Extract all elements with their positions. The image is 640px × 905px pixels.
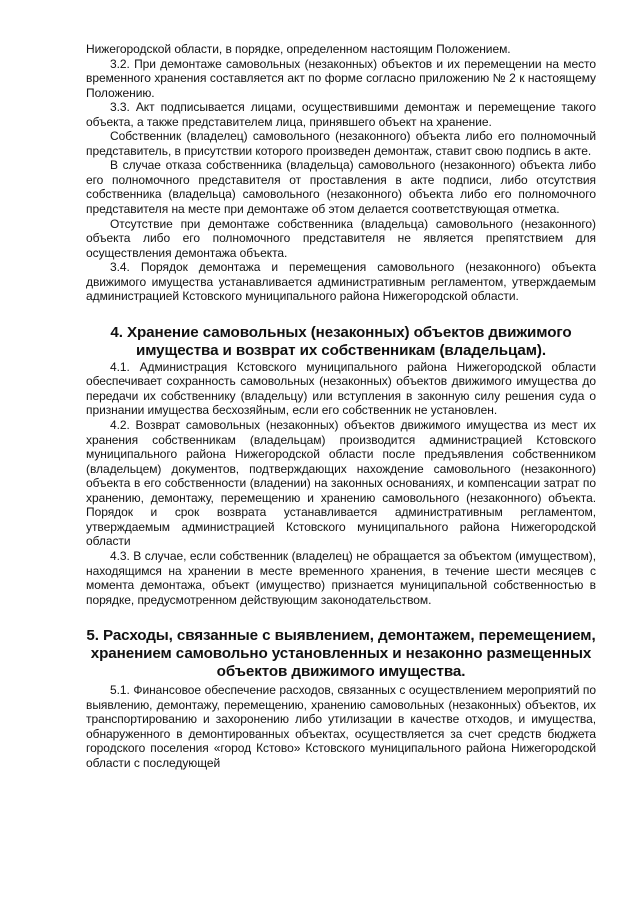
paragraph-4-2: 4.2. Возврат самовольных (незаконных) объектов движимого имущества из мест их хранения собственникам (владельцам) производится администрацией Кстовского муниципального района Нижегородской области после предъявления собственником (владельцем) документов, подтверждающих нахождение самовольного (незаконного) объекта в его собственности (владении) на законных основаниях, и компенсации затрат по хранению, демонтажу, перемещению и хранению самовольного (незаконного) объекта. Порядок и срок возврата устанавливается административным регламентом, утверждаемым администрацией Кстовского муниципального района Нижегородской области xyxy=(86,418,596,549)
paragraph-continuation: Нижегородской области, в порядке, определенном настоящим Положением. xyxy=(86,42,511,56)
paragraph-4-3: 4.3. В случае, если собственник (владелец) не обращается за объектом (имуществом), находящимся на хранении в месте временного хранения, в течение шести месяцев с момента демонтажа, объект (имущество) признается муниципальной собственностью в порядке, предусмотренном действующим законодательством. xyxy=(86,548,596,607)
paragraph-5-1: 5.1. Финансовое обеспечение расходов, связанных с осуществлением мероприятий по выявлению, демонтажу, перемещению, хранению самовольных (незаконных) объектов, их транспортированию и захоронению либо утилизации в качестве отходов, и имущества, обнаруженного в демонтированных объектах, осуществляется за счет средств бюджета городского поселения «город Кстово» Кстовского муниципального района Нижегородской области с последующей xyxy=(86,683,596,770)
paragraph-refusal: В случае отказа собственника (владельца) самовольного (незаконного) объекта либо его полномочного представителя от проставления в акте подписи, либо отсутствия собственника (владельца) самовольного (незаконного) объекта либо его полномочного представителя на месте при демонтаже об этом делается соответствующая отметка. xyxy=(86,158,596,217)
document-page xyxy=(86,42,596,770)
paragraph-3-4: 3.4. Порядок демонтажа и перемещения самовольного (незаконного) объекта движимого имущества устанавливается административным регламентом, утверждаемым администрацией Кстовского муниципального района Нижегородской области. xyxy=(86,260,596,304)
paragraph-3-2: 3.2. При демонтаже самовольных (незаконных) объектов и их перемещении на место временного хранения составляется акт по форме согласно приложению № 2 к настоящему Положению. xyxy=(86,56,596,100)
section-4-heading: 4. Хранение самовольных (незаконных) объектов движимого имущества и возврат их собственникам (владельцам). xyxy=(110,323,572,359)
paragraph-absence: Отсутствие при демонтаже собственника (владельца) самовольного (незаконного) объекта либо его полномочного представителя не является препятствием для осуществления демонтажа объекта. xyxy=(86,216,596,260)
paragraph-3-3: 3.3. Акт подписывается лицами, осуществившими демонтаж и перемещение такого объекта, а также представителем лица, принявшего объект на хранение. xyxy=(86,100,596,129)
paragraph-4-1: 4.1. Администрация Кстовского муниципального района Нижегородской области обеспечивает сохранность самовольных (незаконных) объектов движимого имущества до передачи их собственнику (владельцу) или вступления в законную силу решения суда о признании имущества бесхозяйным, если его собственник не установлен. xyxy=(86,359,596,418)
paragraph-owner-signature: Собственник (владелец) самовольного (незаконного) объекта либо его полномочный представитель, в присутствии которого произведен демонтаж, ставит свою подпись в акте. xyxy=(86,129,596,158)
section-5-heading: 5. Расходы, связанные с выявлением, демонтажем, перемещением, хранением самовольно установленных и незаконно размещенных объектов движимого имущества. xyxy=(86,627,596,681)
